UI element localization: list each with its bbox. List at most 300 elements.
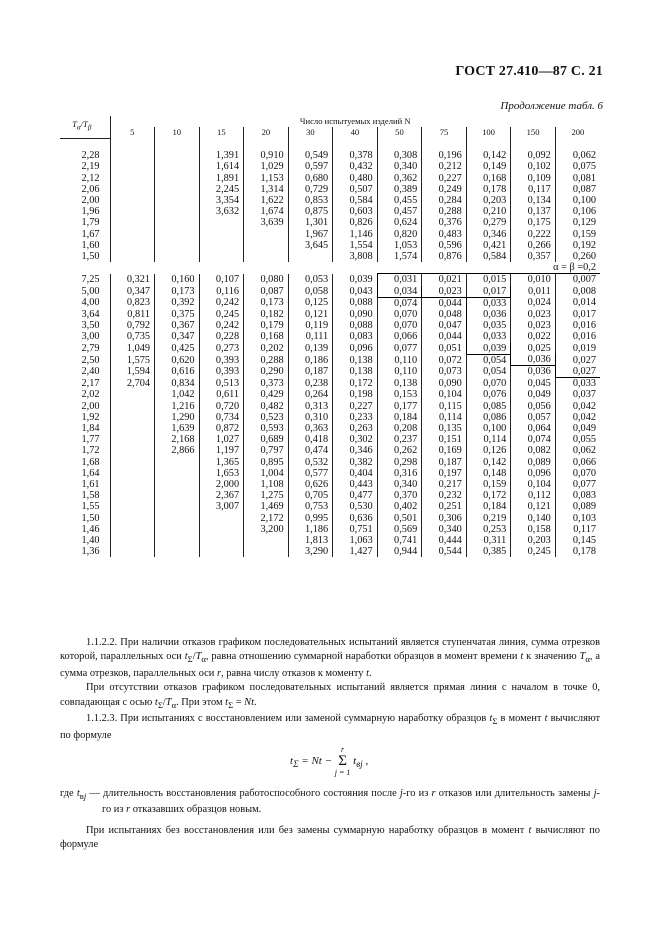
table-cell: 0,288 xyxy=(422,206,467,217)
table-cell: 0,114 xyxy=(422,412,467,423)
table-row xyxy=(60,434,600,445)
table-row xyxy=(60,343,600,355)
table-cell xyxy=(110,490,155,501)
table-cell: 0,302 xyxy=(333,434,378,445)
table-cell: 0,376 xyxy=(422,217,467,228)
table-cell: 0,253 xyxy=(466,524,511,535)
table-cell: 0,792 xyxy=(110,320,155,331)
document-header: ГОСТ 27.410—87 С. 21 xyxy=(455,64,603,79)
table-cell xyxy=(199,535,244,546)
table-cell: 0,811 xyxy=(110,309,155,320)
table-cell xyxy=(110,251,155,262)
table-cell: 0,455 xyxy=(377,195,422,206)
table-cell: 0,055 xyxy=(555,434,600,445)
table-row xyxy=(60,378,600,390)
row-ratio-label: 1,77 xyxy=(81,434,100,446)
paragraph-no-restore: При испытаниях без восстановления или без замены суммарную наработку образцов в момент t вычисляют по формуле xyxy=(60,824,600,851)
table-cell: 0,532 xyxy=(288,457,333,468)
table-cell: 0,346 xyxy=(466,229,511,240)
table-cell: 0,184 xyxy=(377,412,422,423)
table-cell: 0,393 xyxy=(199,366,244,378)
table-cell: 0,027 xyxy=(555,354,600,366)
table-cell: 0,569 xyxy=(377,524,422,535)
table-cell: 0,109 xyxy=(511,173,556,184)
table-cell: 0,251 xyxy=(422,501,467,512)
table-cell: 0,636 xyxy=(333,513,378,524)
table-cell: 0,729 xyxy=(288,184,333,195)
table-cell: 1,027 xyxy=(199,434,244,445)
row-ratio-label: 2,12 xyxy=(81,172,100,184)
table-cell: 0,056 xyxy=(511,401,556,412)
row-ratio-label: 1,60 xyxy=(81,239,100,251)
table-cell: 0,089 xyxy=(511,457,556,468)
table-cell: 0,227 xyxy=(333,401,378,412)
table-cell: 1,622 xyxy=(244,195,289,206)
table-cell: 0,876 xyxy=(422,251,467,262)
table-cell: 0,378 xyxy=(333,150,378,161)
table-cell: 0,290 xyxy=(244,366,289,378)
data-table xyxy=(60,116,600,557)
table-cell: 0,421 xyxy=(466,240,511,251)
table-cell: 0,159 xyxy=(466,479,511,490)
table-cell xyxy=(244,546,289,557)
table-cell: 0,184 xyxy=(466,501,511,512)
table-cell: 0,357 xyxy=(511,251,556,262)
table-cell: 0,310 xyxy=(288,412,333,423)
table-cell: 3,007 xyxy=(199,501,244,512)
table-cell: 0,197 xyxy=(422,468,467,479)
table-cell: 0,076 xyxy=(466,389,511,400)
table-cell: 0,217 xyxy=(422,479,467,490)
table-cell: 0,237 xyxy=(377,434,422,445)
table-cell: 0,025 xyxy=(511,343,556,355)
paragraph-1-1-2-3: 1.1.2.3. При испытаниях с восстановлением или заменой суммарную наработку образцов $t_\Sigma$ в момент t вычисляют по формуле xyxy=(60,713,601,741)
table-cell: 0,016 xyxy=(555,320,600,331)
table-cell: 1,891 xyxy=(199,173,244,184)
table-cell xyxy=(110,173,155,184)
table-cell: 0,513 xyxy=(199,378,244,390)
row-ratio-label: 1,58 xyxy=(81,490,100,502)
table-cell xyxy=(199,217,244,228)
paragraph-where: где $t_{вj}$ — длительность восстановления работоспособного состояния после j-го из r отказов или длительность замены j-го из r отказавших образцов новым. xyxy=(60,788,600,816)
table-cell: 0,385 xyxy=(466,546,511,557)
table-cell: 0,075 xyxy=(555,161,600,172)
table-cell: 0,031 xyxy=(377,274,422,286)
table-cell: 0,264 xyxy=(288,389,333,400)
table-cell: 0,033 xyxy=(466,297,511,309)
table-cell: 0,168 xyxy=(466,173,511,184)
table-cell: 1,314 xyxy=(244,184,289,195)
table-cell: 0,112 xyxy=(511,490,556,501)
table-cell: 0,110 xyxy=(377,354,422,366)
table-cell: 0,039 xyxy=(466,343,511,355)
table-cell: 0,593 xyxy=(244,423,289,434)
table-cell: 0,228 xyxy=(199,331,244,342)
table-cell: 0,126 xyxy=(466,445,511,456)
table-cell: 0,088 xyxy=(333,320,378,331)
table-cell: 0,279 xyxy=(466,217,511,228)
table-cell: 1,365 xyxy=(199,457,244,468)
table-cell: 0,404 xyxy=(333,468,378,479)
table-cell: 0,153 xyxy=(377,389,422,400)
table-cell: 0,306 xyxy=(422,513,467,524)
table-cell xyxy=(110,401,155,412)
table-cell: 0,100 xyxy=(555,195,600,206)
table-row xyxy=(60,173,600,184)
table-cell: 0,298 xyxy=(377,457,422,468)
table-cell: 0,138 xyxy=(377,378,422,390)
table-row xyxy=(60,274,600,286)
table-cell: 0,173 xyxy=(244,297,289,309)
table-cell: 0,262 xyxy=(377,445,422,456)
table-cell: 0,432 xyxy=(333,161,378,172)
table-cell: 0,019 xyxy=(555,343,600,355)
table-cell: 0,373 xyxy=(244,378,289,390)
table-cell: 0,208 xyxy=(377,423,422,434)
row-ratio-label: 1,40 xyxy=(81,535,100,546)
table-cell: 0,142 xyxy=(466,150,511,161)
table-cell: 0,429 xyxy=(244,389,289,400)
table-cell: 0,111 xyxy=(288,331,333,342)
row-ratio-label: 2,79 xyxy=(81,342,100,354)
table-cell: 1,049 xyxy=(110,343,155,355)
table-row xyxy=(60,150,600,161)
table-cell: 1,391 xyxy=(199,150,244,161)
table-cell: 3,354 xyxy=(199,195,244,206)
table-cell: 0,036 xyxy=(511,366,556,378)
table-cell xyxy=(155,206,200,217)
table-cell: 0,596 xyxy=(422,240,467,251)
table-cell: 0,418 xyxy=(288,434,333,445)
table-cell: 0,104 xyxy=(511,479,556,490)
table-cell: 0,008 xyxy=(555,286,600,298)
table-cell: 0,202 xyxy=(244,343,289,355)
table-cell: 0,138 xyxy=(333,354,378,366)
table-cell: 0,944 xyxy=(377,546,422,557)
table-cell: 0,107 xyxy=(199,274,244,286)
table-cell: 0,402 xyxy=(377,501,422,512)
table-cell: 0,705 xyxy=(288,490,333,501)
table-cell: 0,033 xyxy=(466,331,511,342)
table-cell: 0,053 xyxy=(288,274,333,286)
table-cell: 0,037 xyxy=(555,389,600,400)
table-cell: 0,232 xyxy=(422,490,467,501)
table-cell xyxy=(110,423,155,434)
table-cell: 0,203 xyxy=(466,195,511,206)
table-cell xyxy=(110,513,155,524)
table-cell: 0,047 xyxy=(422,320,467,331)
column-header-n-100: 100 xyxy=(466,127,511,138)
table-cell: 0,187 xyxy=(422,457,467,468)
table-cell xyxy=(110,468,155,479)
table-cell: 0,872 xyxy=(199,423,244,434)
table-cell: 0,148 xyxy=(466,468,511,479)
table-cell xyxy=(110,434,155,445)
table-row xyxy=(60,401,600,412)
row-ratio-label: 2,17 xyxy=(81,377,100,389)
table-cell: 0,096 xyxy=(333,343,378,355)
table-cell xyxy=(199,251,244,262)
table-cell: 0,179 xyxy=(244,320,289,331)
table-cell: 0,172 xyxy=(466,490,511,501)
table-cell xyxy=(244,240,289,251)
column-header-row xyxy=(60,127,600,138)
table-cell: 3,200 xyxy=(244,524,289,535)
table-cell: 0,233 xyxy=(333,412,378,423)
table-cell: 0,159 xyxy=(555,229,600,240)
table-cell: 0,544 xyxy=(422,546,467,557)
table-row xyxy=(60,412,600,423)
alpha-beta-label: α = β =0,2 xyxy=(553,262,596,274)
table-cell: 0,362 xyxy=(377,173,422,184)
row-ratio-label: 1,79 xyxy=(81,217,100,229)
row-ratio-label: 1,92 xyxy=(81,411,100,423)
table-cell: 0,242 xyxy=(199,297,244,309)
table-cell: 0,134 xyxy=(511,195,556,206)
table-cell: 0,100 xyxy=(466,423,511,434)
table-cell: 0,070 xyxy=(377,309,422,320)
table-cell: 0,149 xyxy=(466,161,511,172)
body-text-2 xyxy=(60,787,600,853)
table-row xyxy=(60,468,600,479)
table-cell xyxy=(110,524,155,535)
table-cell: 0,363 xyxy=(288,423,333,434)
corner-header: $T_\alpha/T_\beta$ xyxy=(60,116,110,138)
column-header-n-20: 20 xyxy=(244,127,289,138)
row-ratio-label: 2,50 xyxy=(81,354,100,366)
row-ratio-label: 1,55 xyxy=(81,501,100,513)
table-cell xyxy=(155,546,200,557)
table-cell: 0,187 xyxy=(288,366,333,378)
table-cell: 2,172 xyxy=(244,513,289,524)
table-cell: 0,219 xyxy=(466,513,511,524)
table-cell: 0,066 xyxy=(555,457,600,468)
table-cell: 0,080 xyxy=(244,274,289,286)
table-row xyxy=(60,229,600,240)
column-header-n-40: 40 xyxy=(333,127,378,138)
table-cell xyxy=(110,445,155,456)
table-cell: 0,039 xyxy=(333,274,378,286)
table-cell: 0,284 xyxy=(422,195,467,206)
table-cell: 0,017 xyxy=(555,309,600,320)
table-block-1 xyxy=(60,138,600,262)
row-ratio-label: 1,67 xyxy=(81,228,100,240)
table-row xyxy=(60,286,600,298)
table-cell: 0,168 xyxy=(244,331,289,342)
table-block-2 xyxy=(60,274,600,558)
table-cell xyxy=(199,513,244,524)
table-row xyxy=(60,240,600,251)
table-cell xyxy=(110,161,155,172)
table-cell xyxy=(155,217,200,228)
table-cell: 1,063 xyxy=(333,535,378,546)
table-cell: 0,910 xyxy=(244,150,289,161)
table-cell xyxy=(110,389,155,400)
row-ratio-label: 3,00 xyxy=(81,331,100,343)
table-cell: 0,016 xyxy=(555,331,600,342)
table-cell: 2,000 xyxy=(199,479,244,490)
table-cell: 0,797 xyxy=(244,445,289,456)
table-cell: 0,346 xyxy=(333,445,378,456)
table-cell: 0,175 xyxy=(511,217,556,228)
table-cell: 0,083 xyxy=(555,490,600,501)
table-cell: 0,530 xyxy=(333,501,378,512)
table-cell: 0,741 xyxy=(377,535,422,546)
table-row xyxy=(60,501,600,512)
table-cell: 0,085 xyxy=(466,401,511,412)
table-cell: 0,015 xyxy=(466,274,511,286)
table-row xyxy=(60,490,600,501)
table-cell xyxy=(155,150,200,161)
table-cell: 0,088 xyxy=(333,297,378,309)
table-cell: 0,482 xyxy=(244,401,289,412)
table-cell: 1,153 xyxy=(244,173,289,184)
table-cell: 0,036 xyxy=(511,354,556,366)
table-row xyxy=(60,354,600,366)
table-cell: 0,680 xyxy=(288,173,333,184)
table-cell: 1,813 xyxy=(288,535,333,546)
table-cell xyxy=(110,229,155,240)
table-cell: 0,096 xyxy=(511,468,556,479)
table-cell: 0,238 xyxy=(288,378,333,390)
table-cell: 0,011 xyxy=(511,286,556,298)
table-cell: 0,340 xyxy=(422,524,467,535)
table-cell: 0,227 xyxy=(422,173,467,184)
table-cell: 0,066 xyxy=(377,331,422,342)
table-cell: 0,823 xyxy=(110,297,155,309)
table-cell: 0,316 xyxy=(377,468,422,479)
row-ratio-label: 2,28 xyxy=(81,150,100,162)
table-cell: 0,070 xyxy=(466,378,511,390)
table-cell: 0,115 xyxy=(422,401,467,412)
table-cell xyxy=(199,546,244,557)
table-cell: 0,044 xyxy=(422,331,467,342)
table-cell: 0,584 xyxy=(466,251,511,262)
row-ratio-label: 7,25 xyxy=(81,274,100,286)
table-cell: 0,090 xyxy=(422,378,467,390)
table-cell: 0,273 xyxy=(199,343,244,355)
table-cell: 0,158 xyxy=(511,524,556,535)
table-cell: 0,172 xyxy=(333,378,378,390)
table-cell: 0,393 xyxy=(199,354,244,366)
table-cell: 0,086 xyxy=(466,412,511,423)
column-header-n-75: 75 xyxy=(422,127,467,138)
table-cell: 0,082 xyxy=(511,445,556,456)
table-cell: 0,116 xyxy=(199,286,244,298)
table-cell: 1,967 xyxy=(288,229,333,240)
table-cell: 0,023 xyxy=(422,286,467,298)
table-cell xyxy=(155,173,200,184)
table-cell: 1,614 xyxy=(199,161,244,172)
table-cell xyxy=(110,546,155,557)
table-cell: 0,616 xyxy=(155,366,200,378)
table-cell: 0,995 xyxy=(288,513,333,524)
table-cell: 0,178 xyxy=(555,546,600,557)
table-row xyxy=(60,161,600,172)
table-cell: 0,104 xyxy=(422,389,467,400)
table-cell: 1,427 xyxy=(333,546,378,557)
table-cell: 0,117 xyxy=(511,184,556,195)
body-text xyxy=(60,636,600,743)
table-row xyxy=(60,320,600,331)
table-cell: 0,198 xyxy=(333,389,378,400)
table-cell: 0,092 xyxy=(511,150,556,161)
row-ratio-label: 1,36 xyxy=(81,546,100,558)
table-cell xyxy=(110,479,155,490)
table-cell: 0,062 xyxy=(555,445,600,456)
table-cell: 0,073 xyxy=(422,366,467,378)
row-ratio-label: 3,64 xyxy=(81,308,100,320)
table-cell: 0,137 xyxy=(511,206,556,217)
table-row xyxy=(60,184,600,195)
table-cell: 0,689 xyxy=(244,434,289,445)
table-cell: 0,347 xyxy=(110,286,155,298)
table-cell: 1,469 xyxy=(244,501,289,512)
table-cell xyxy=(155,240,200,251)
row-ratio-label: 2,40 xyxy=(81,366,100,378)
row-ratio-label: 1,46 xyxy=(81,523,100,535)
table-cell: 0,313 xyxy=(288,401,333,412)
column-header-n-150: 150 xyxy=(511,127,556,138)
table-cell: 0,062 xyxy=(555,150,600,161)
table-cell: 0,044 xyxy=(422,297,467,309)
table-cell: 0,114 xyxy=(466,434,511,445)
table-cell: 0,023 xyxy=(511,309,556,320)
table-cell: 0,121 xyxy=(288,309,333,320)
table-cell xyxy=(110,150,155,161)
table-cell: 0,017 xyxy=(466,286,511,298)
table-row xyxy=(60,389,600,400)
row-ratio-label: 1,61 xyxy=(81,478,100,490)
table-cell: 0,367 xyxy=(155,320,200,331)
table-cell: 3,632 xyxy=(199,206,244,217)
table-cell: 0,083 xyxy=(333,331,378,342)
table-cell: 0,139 xyxy=(288,343,333,355)
table-cell: 0,102 xyxy=(511,161,556,172)
table-row xyxy=(60,524,600,535)
table-cell: 2,245 xyxy=(199,184,244,195)
table-cell: 2,866 xyxy=(155,445,200,456)
table-cell xyxy=(155,535,200,546)
row-ratio-label: 1,84 xyxy=(81,422,100,434)
table-cell xyxy=(155,184,200,195)
table-cell: 0,043 xyxy=(333,286,378,298)
table-cell: 0,192 xyxy=(555,240,600,251)
table-cell: 0,135 xyxy=(422,423,467,434)
table-cell: 2,367 xyxy=(199,490,244,501)
table-cell: 0,375 xyxy=(155,309,200,320)
table-row xyxy=(60,445,600,456)
row-ratio-label: 1,50 xyxy=(81,250,100,262)
table-cell xyxy=(155,229,200,240)
table-cell xyxy=(110,217,155,228)
table-cell xyxy=(199,240,244,251)
table-row xyxy=(60,423,600,434)
table-cell: 1,108 xyxy=(244,479,289,490)
table-cell: 0,340 xyxy=(377,479,422,490)
table-cell: 0,203 xyxy=(511,535,556,546)
table-row xyxy=(60,535,600,546)
table-cell: 0,186 xyxy=(288,354,333,366)
table-cell: 0,021 xyxy=(422,274,467,286)
table-cell xyxy=(110,206,155,217)
table-cell: 0,145 xyxy=(555,535,600,546)
table-cell: 0,036 xyxy=(466,309,511,320)
table-cell: 0,720 xyxy=(199,401,244,412)
table-cell: 0,210 xyxy=(466,206,511,217)
table-cell xyxy=(244,251,289,262)
table-cell: 1,004 xyxy=(244,468,289,479)
